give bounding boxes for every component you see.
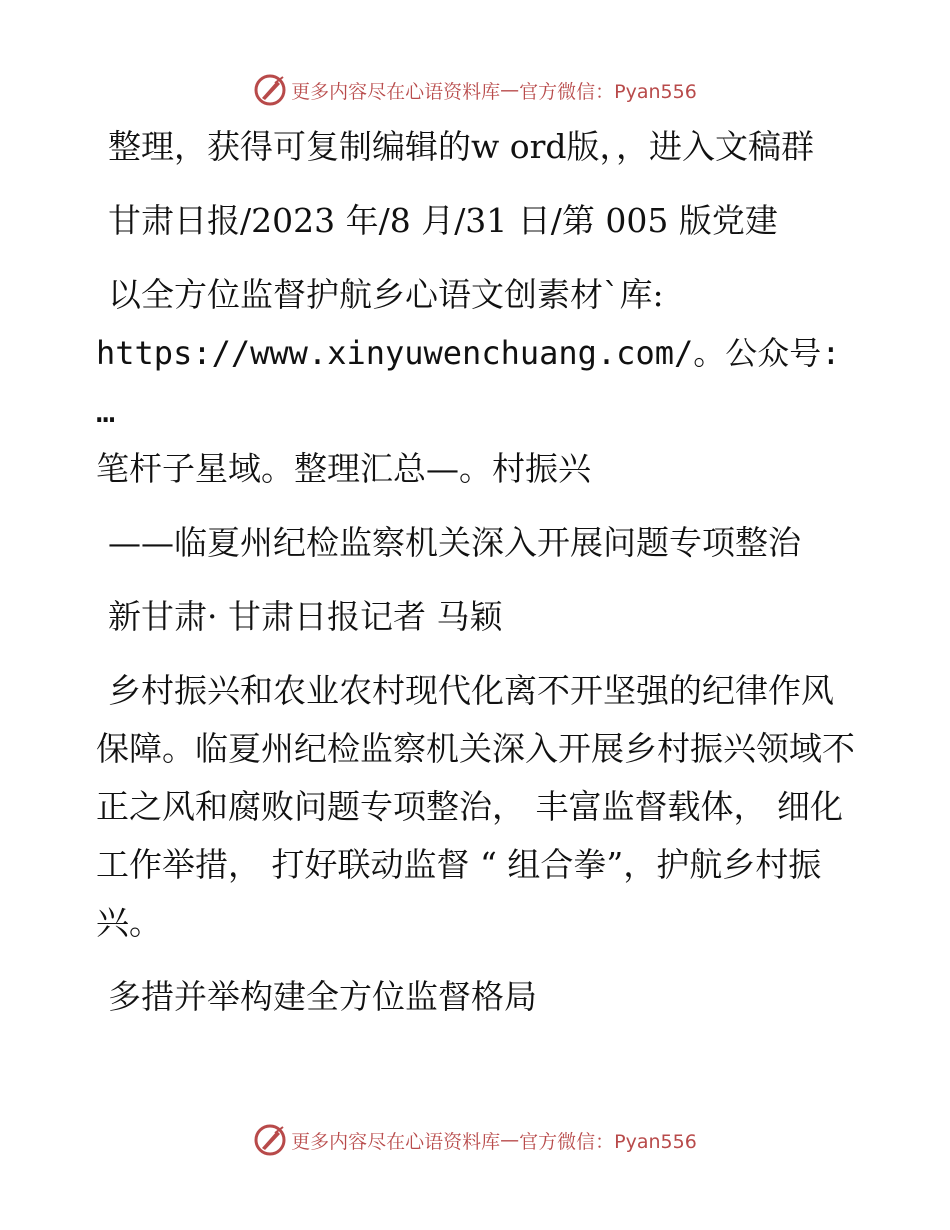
paragraph-title-line-1: 以全方位监督护航乡心语文创素材`库: <box>108 275 664 314</box>
paragraph-body: 乡村振兴和农业农村现代化离不开坚强的纪律作风保障。临夏州纪检监察机关深入开展乡村振兴领域不正之风和腐败问题专项整治， 丰富监督载体， 细化工作举措， 打好联动监督 “ 组合拳”，护航乡村振兴。 <box>96 671 855 942</box>
paragraph-byline: 新甘肃· 甘肃日报记者 马颖 <box>108 597 503 636</box>
footer-wechat-text: 官方微信：Pyan556 <box>519 1130 697 1153</box>
header-brand-text: 更多内容尽在心语资料库 <box>291 80 501 103</box>
header-dash: — <box>500 79 520 101</box>
document-body <box>96 118 866 1026</box>
quill-pen-logo-icon <box>253 1123 287 1157</box>
quill-pen-logo-icon <box>253 73 287 107</box>
footer-brand-text: 更多内容尽在心语资料库 <box>291 1130 501 1153</box>
header-watermark-banner <box>0 70 950 110</box>
footer-dash: — <box>500 1129 520 1151</box>
paragraph-title-line-3: 笔杆子星域。整理汇总—。村振兴 <box>96 449 591 488</box>
header-wechat-text: 官方微信：Pyan556 <box>519 80 697 103</box>
paragraph-section-heading: 多措并举构建全方位监督格局 <box>108 977 537 1016</box>
footer-watermark-banner <box>0 1120 950 1160</box>
paragraph-url-line: https://www.xinyuwenchuang.com/。公众号: … <box>96 334 841 430</box>
paragraph-subtitle: ——临夏州纪检监察机关深入开展问题专项整治 <box>108 523 801 562</box>
paragraph-intro: 整理，获得可复制编辑的w ord版，，进入文稿群 <box>108 127 815 166</box>
paragraph-source-line: 甘肃日报/2023 年/8 月/31 日/第 005 版党建 <box>108 201 778 240</box>
